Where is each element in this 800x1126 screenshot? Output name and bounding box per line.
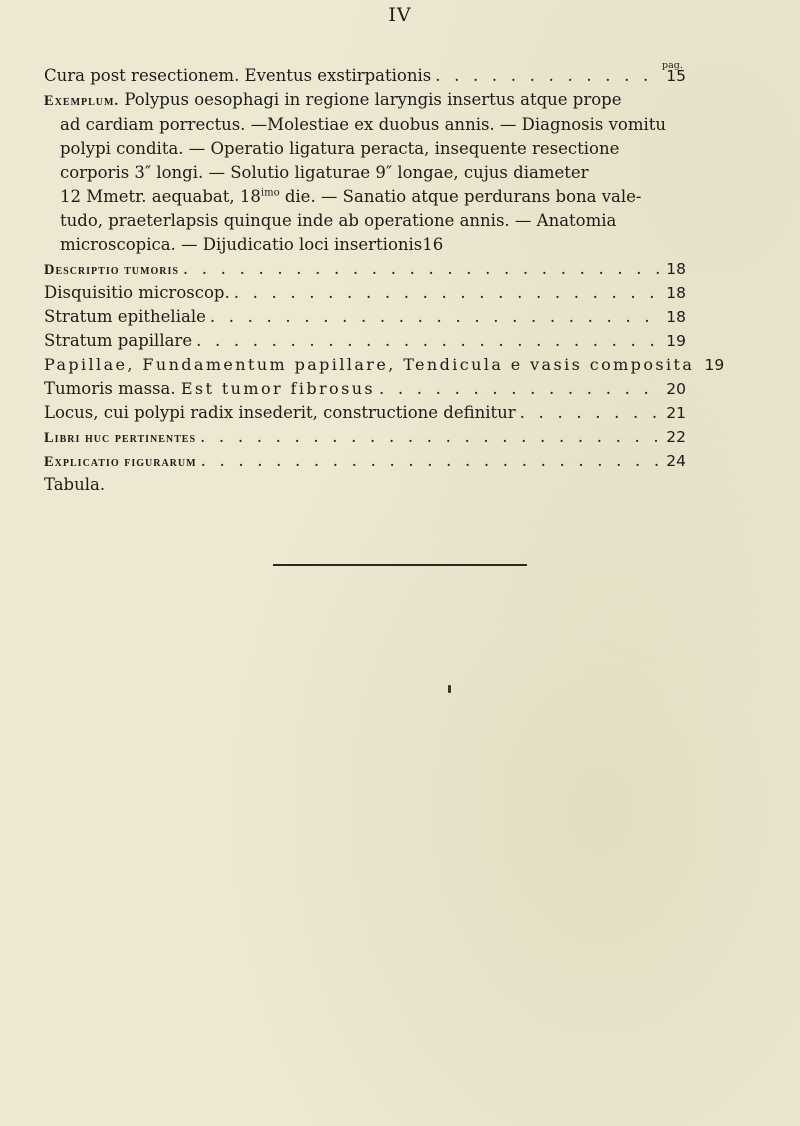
page-column-label: pag. <box>662 60 683 71</box>
exemplum-line: polypi condita. — Operatio ligatura peracta, insequente resectione <box>60 139 620 158</box>
toc-entry <box>44 401 686 425</box>
exemplum-heading: Exemplum. <box>44 93 120 109</box>
leader-dots <box>197 449 660 473</box>
leader-dots <box>196 425 660 449</box>
leader-dots <box>192 329 660 353</box>
toc-entry-title: Tabula. <box>44 475 106 494</box>
exemplum-line: Exemplum. Polypus oesophagi in regione laryngis insertus atque prope <box>44 90 622 109</box>
toc-entry <box>44 64 686 88</box>
toc-entry-page: 24 <box>666 452 686 470</box>
toc-entry <box>44 305 686 329</box>
toc-entry-page: 18 <box>666 308 686 326</box>
toc-entry-exemplum <box>44 88 686 257</box>
toc-entry <box>44 473 686 497</box>
toc-entry-page: 18 <box>666 284 686 302</box>
leader-dots <box>375 377 660 401</box>
closing-rule <box>273 564 527 566</box>
toc-entry-title: Papillae, Fundamentum papillare, Tendicula e vasis composita <box>44 355 695 374</box>
leader-dots <box>230 281 660 305</box>
exemplum-line: corporis 3″ longi. — Solutio ligaturae 9″ longae, cujus diameter <box>60 163 589 182</box>
toc-entry-title: Cura post resectionem. Eventus exstirpationis <box>44 66 432 85</box>
leader-dots <box>206 305 660 329</box>
toc-entry-page: 16 <box>422 235 444 254</box>
exemplum-line: microscopica. — Dijudicatio loci insertionis 16 <box>44 233 686 257</box>
toc-entry-title: Libri huc pertinentes <box>44 430 197 446</box>
toc-entry-page: 18 <box>666 260 686 278</box>
toc-entry-page: 21 <box>666 404 686 422</box>
exemplum-line: tudo, praeterlapsis quinque inde ab operatione annis. — Anatomia <box>60 211 617 230</box>
toc-entry-title: Disquisitio microscop. <box>44 283 230 302</box>
toc-entry <box>44 449 686 473</box>
toc-entry-title: Stratum papillare <box>44 331 193 350</box>
toc-entry-title: Tumoris massa. Est tumor fibrosus <box>44 379 376 398</box>
leader-dots <box>431 64 660 88</box>
superscript: imo <box>260 187 280 199</box>
toc-entry <box>44 353 725 377</box>
toc-entry-page: 22 <box>666 428 686 446</box>
table-of-contents <box>44 64 725 497</box>
toc-entry-title: Stratum epitheliale <box>44 307 206 326</box>
toc-entry-title: Explicatio figurarum <box>44 454 197 470</box>
toc-entry <box>44 281 686 305</box>
toc-entry <box>44 329 686 353</box>
ink-speck <box>448 685 451 693</box>
toc-entry <box>44 377 686 401</box>
toc-entry <box>44 257 686 281</box>
toc-entry-title: Descriptio tumoris <box>44 262 179 278</box>
leader-dots <box>179 257 660 281</box>
leader-dots <box>516 401 660 425</box>
toc-entry-page: 15 <box>666 67 686 85</box>
toc-entry-page: 20 <box>666 380 686 398</box>
page-number: IV <box>388 4 412 26</box>
toc-entry <box>44 425 686 449</box>
exemplum-line: ad cardiam porrectus. —Molestiae ex duobus annis. — Diagnosis vomitu <box>60 115 667 134</box>
toc-entry-page: 19 <box>666 332 686 350</box>
exemplum-line: 12 Mmetr. aequabat, $18^{imo}$ die. — Sanatio atque perdurans bona vale- <box>60 187 642 206</box>
toc-entry-page: 19 <box>704 356 725 374</box>
toc-entry-title: Locus, cui polypi radix insederit, constructione definitur <box>44 403 516 422</box>
